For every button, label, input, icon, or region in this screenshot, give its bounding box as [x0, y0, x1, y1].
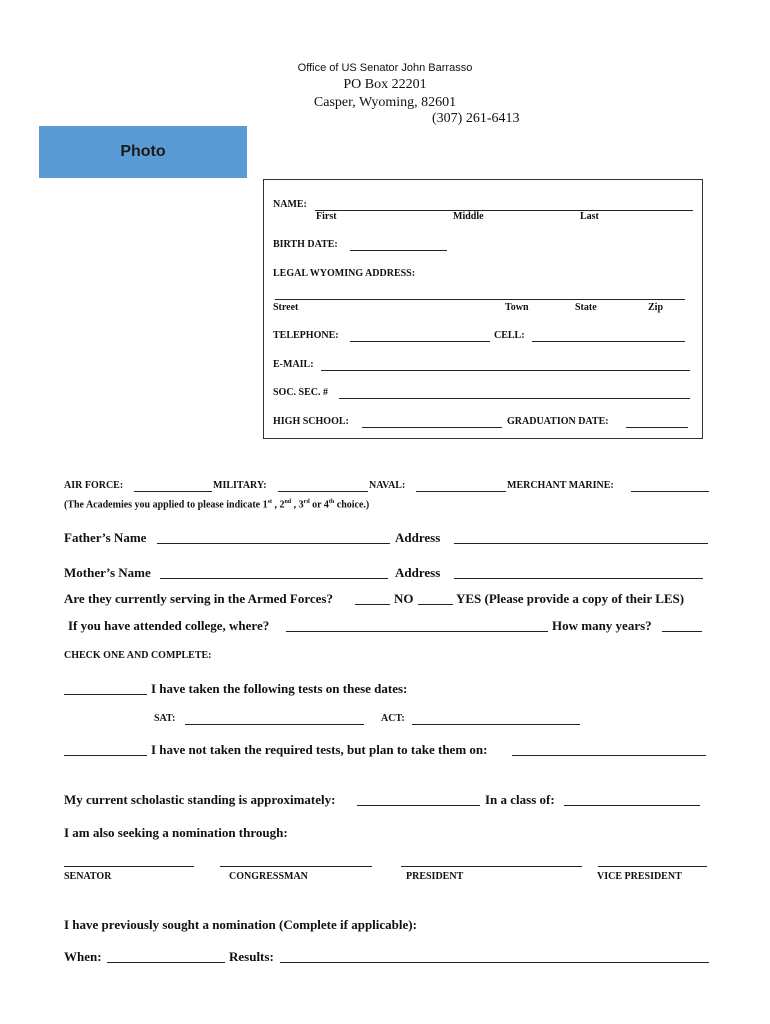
president-field[interactable] — [401, 866, 582, 867]
high-school-field[interactable] — [362, 427, 502, 428]
college-years-label: How many years? — [552, 618, 652, 633]
ssn-label: SOC. SEC. # — [273, 387, 329, 398]
mother-name-field[interactable] — [160, 578, 388, 579]
photo-label: Photo — [120, 143, 166, 160]
last-label: Last — [580, 211, 599, 222]
city-address: Casper, Wyoming, 82601 — [313, 95, 457, 110]
father-name-label: Father’s Name — [64, 530, 147, 545]
legal-address-label: LEGAL WYOMING ADDRESS: — [273, 268, 416, 279]
mother-name-label: Mother’s Name — [64, 565, 151, 580]
planned-test-date-field[interactable] — [512, 755, 706, 756]
cell-field[interactable] — [532, 341, 685, 342]
previous-nomination-label: I have previously sought a nomination (Complete if applicable): — [64, 917, 417, 932]
military-label: MILITARY: — [213, 480, 267, 491]
birth-date-label: BIRTH DATE: — [273, 239, 338, 250]
class-of-field[interactable] — [564, 805, 700, 806]
vice-president-field[interactable] — [598, 866, 707, 867]
email-label: E-MAIL: — [273, 359, 314, 370]
congressman-field[interactable] — [220, 866, 372, 867]
email-field[interactable] — [321, 370, 690, 371]
college-years-field[interactable] — [662, 631, 702, 632]
first-label: First — [316, 211, 337, 222]
armed-no-label: NO — [394, 591, 414, 606]
armed-forces-question: Are they currently serving in the Armed Forces? — [64, 591, 333, 606]
results-label: Results: — [229, 949, 274, 964]
armed-yes-field[interactable] — [418, 604, 453, 605]
cell-label: CELL: — [494, 330, 525, 341]
birth-date-field[interactable] — [350, 250, 447, 251]
tests-taken-check[interactable] — [64, 694, 147, 695]
president-label: PRESIDENT — [406, 871, 464, 882]
telephone-field[interactable] — [350, 341, 490, 342]
office-title: Office of US Senator John Barrasso — [297, 62, 473, 74]
father-name-field[interactable] — [157, 543, 390, 544]
air-force-label: AIR FORCE: — [64, 480, 124, 491]
state-label: State — [575, 302, 597, 313]
naval-label: NAVAL: — [369, 480, 406, 491]
congressman-label: CONGRESSMAN — [229, 871, 308, 882]
naval-field[interactable] — [416, 491, 506, 492]
sat-field[interactable] — [185, 724, 364, 725]
scholastic-standing-label: My current scholastic standing is approximately: — [64, 792, 336, 807]
telephone-label: TELEPHONE: — [273, 330, 339, 341]
graduation-date-field[interactable] — [626, 427, 688, 428]
address-field[interactable] — [275, 299, 685, 300]
father-address-label: Address — [395, 530, 441, 545]
high-school-label: HIGH SCHOOL: — [273, 416, 349, 427]
zip-label: Zip — [648, 302, 664, 313]
armed-yes-label: YES (Please provide a copy of their LES) — [456, 591, 685, 606]
ssn-field[interactable] — [339, 398, 690, 399]
scholastic-standing-field[interactable] — [357, 805, 480, 806]
when-label: When: — [64, 949, 102, 964]
when-field[interactable] — [107, 962, 225, 963]
graduation-date-label: GRADUATION DATE: — [507, 416, 609, 427]
merchant-marine-field[interactable] — [631, 491, 709, 492]
tests-not-taken-check[interactable] — [64, 755, 147, 756]
senator-label: SENATOR — [64, 871, 112, 882]
military-field[interactable] — [278, 491, 368, 492]
seeking-nomination-label: I am also seeking a nomination through: — [64, 825, 288, 840]
photo-placeholder[interactable] — [39, 126, 247, 178]
senator-field[interactable] — [64, 866, 194, 867]
sat-label: SAT: — [154, 713, 176, 724]
middle-label: Middle — [453, 211, 484, 222]
mother-address-field[interactable] — [454, 578, 703, 579]
vice-president-label: VICE PRESIDENT — [597, 871, 682, 882]
merchant-marine-label: MERCHANT MARINE: — [507, 480, 614, 491]
town-label: Town — [505, 302, 529, 313]
name-label: NAME: — [273, 199, 307, 210]
results-field[interactable] — [280, 962, 709, 963]
act-field[interactable] — [412, 724, 580, 725]
armed-no-field[interactable] — [355, 604, 390, 605]
name-field[interactable] — [315, 210, 693, 211]
tests-not-taken-label: I have not taken the required tests, but plan to take them on: — [151, 742, 488, 757]
check-one-label: CHECK ONE AND COMPLETE: — [64, 650, 212, 661]
office-phone: (307) 261-6413 — [432, 111, 520, 126]
po-box: PO Box 22201 — [343, 77, 427, 92]
academies-note: (The Academies you applied to please indicate 1st , 2nd , 3rd or 4th choice.) — [64, 499, 370, 511]
tests-taken-label: I have taken the following tests on these dates: — [151, 681, 408, 696]
mother-address-label: Address — [395, 565, 441, 580]
air-force-field[interactable] — [134, 491, 212, 492]
college-field[interactable] — [286, 631, 548, 632]
college-question: If you have attended college, where? — [68, 618, 270, 633]
father-address-field[interactable] — [454, 543, 708, 544]
class-of-label: In a class of: — [485, 792, 555, 807]
street-label: Street — [273, 302, 299, 313]
act-label: ACT: — [381, 713, 405, 724]
